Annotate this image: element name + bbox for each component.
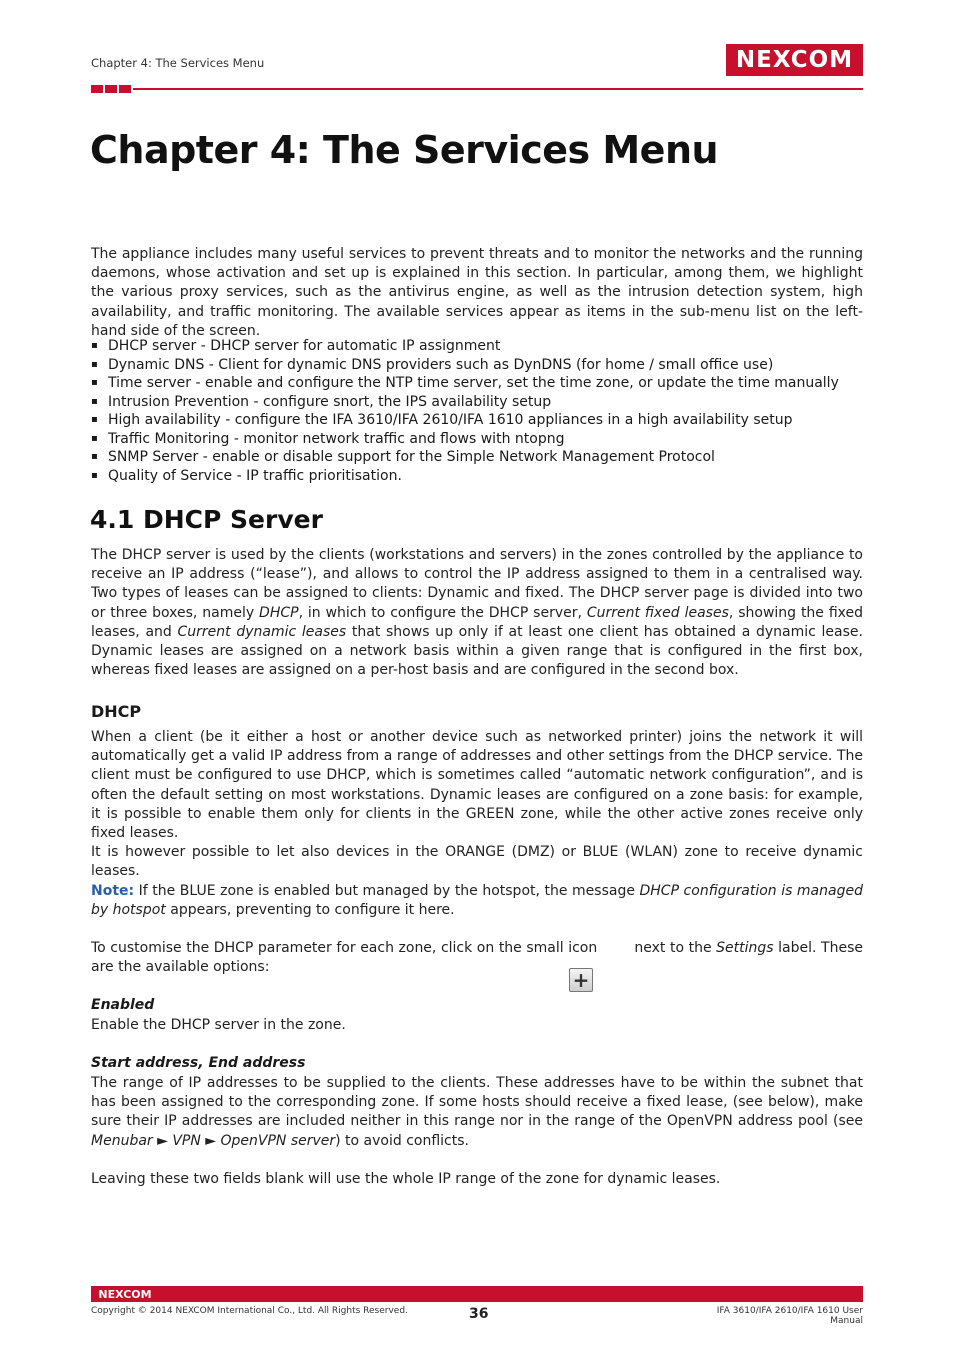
option-desc-enabled: Enable the DHCP server in the zone. bbox=[91, 1017, 346, 1033]
page-number: 36 bbox=[469, 1306, 489, 1322]
list-item: ▪ Traffic Monitoring - monitor network traffic and flows with ntopng bbox=[91, 430, 839, 449]
footer-bar bbox=[91, 1286, 863, 1302]
dhcp-paragraph: When a client (be it either a host or another device such as networked printer) joins the network it will automatically get a valid IP address from a range of addresses and other settings from the DHCP service. The client must be configured to use DHCP, which is sometimes called “automatic network configuration”, and is often the default setting on most workstations. Dynamic leases are configured on a zone basis: for example, it is possible to enable them only for clients in the GREEN zone, while the other active zones receive only fixed leases. bbox=[91, 729, 863, 842]
services-list bbox=[91, 337, 839, 485]
copyright-text: Copyright © 2014 NEXCOM International Co., Ltd. All Rights Reserved. bbox=[91, 1306, 408, 1316]
option-term-range: Start address, End address bbox=[91, 1055, 306, 1071]
header-accent-block bbox=[119, 85, 131, 93]
blank-fields-paragraph: Leaving these two fields blank will use the whole IP range of the zone for dynamic leases. bbox=[91, 1171, 721, 1187]
option-desc-range: The range of IP addresses to be supplied to the clients. These addresses have to be within the subnet that has been assigned to the corresponding zone. If some hosts should receive a fixed lease, (see below), make sure their IP addresses are included neither in this range nor in the range of the OpenVPN address pool (see Menubar ► VPN ► OpenVPN server) to avoid conflicts. bbox=[91, 1075, 863, 1149]
section-title: 4.1 DHCP Server bbox=[90, 505, 323, 534]
nexcom-footer-logo-text: NEXCOM bbox=[98, 1287, 152, 1301]
list-item: ▪ High availability - configure the IFA 3610/IFA 2610/IFA 1610 appliances in a high availability setup bbox=[91, 411, 839, 430]
footer-accent-block bbox=[843, 1286, 852, 1293]
list-item: ▪ Time server - enable and configure the NTP time server, set the time zone, or update the time manually bbox=[91, 374, 839, 393]
plus-icon[interactable]: + bbox=[569, 968, 593, 992]
section-paragraph: The DHCP server is used by the clients (workstations and servers) in the zones controlled by the appliance to receive an IP address (“lease”), and allows to control the IP address assigned to them in a centralised way. Two types of leases can be assigned to clients: Dynamic and fixed. The DHCP server page is divided into two or three boxes, namely DHCP, in which to configure the DHCP server, Current fixed leases, showing the fixed leases, and Current dynamic leases that shows up only if at least one client has obtained a dynamic lease. Dynamic leases are assigned on a network basis within a given range that is configured in the first box, whereas fixed leases are assigned on a per-host basis and are configured in the second box. bbox=[91, 547, 863, 679]
list-item: ▪ SNMP Server - enable or disable support for the Simple Network Management Protocol bbox=[91, 448, 839, 467]
header-accent-block bbox=[91, 85, 103, 93]
list-item: ▪ Quality of Service - IP traffic prioritisation. bbox=[91, 467, 839, 486]
customise-paragraph: To customise the DHCP parameter for each zone, click on the small icon next to the Settings label. These are the available options: bbox=[91, 940, 863, 976]
footer-accent-block bbox=[854, 1294, 863, 1302]
manual-title: IFA 3610/IFA 2610/IFA 1610 User Manual bbox=[716, 1306, 863, 1326]
note-paragraph: Note: If the BLUE zone is enabled but managed by the hotspot, the message DHCP configuration is managed by hotspot appears, preventing to configure it here. bbox=[91, 883, 863, 919]
running-header: Chapter 4: The Services Menu bbox=[91, 56, 265, 70]
list-item: ▪ Intrusion Prevention - configure snort, the IPS availability setup bbox=[91, 393, 839, 412]
chapter-title: Chapter 4: The Services Menu bbox=[90, 128, 719, 172]
note-label: Note: bbox=[91, 883, 135, 899]
list-item: ▪ Dynamic DNS - Client for dynamic DNS providers such as DynDNS (for home / small office use) bbox=[91, 356, 839, 375]
nexcom-logo-text: NEXCOM bbox=[735, 47, 854, 73]
subsection-heading: DHCP bbox=[91, 702, 142, 721]
intro-paragraph: The appliance includes many useful services to prevent threats and to monitor the networks and the running daemons, whose activation and set up is explained in this section. In particular, among them, we highlight the various proxy services, such as the antivirus engine, as well as the intrusion detection system, high availability, and traffic monitoring. The available services appear as items in the sub-menu list on the left-hand side of the screen. bbox=[91, 246, 863, 339]
nexcom-footer-logo bbox=[91, 1286, 159, 1302]
list-item: ▪ DHCP server - DHCP server for automatic IP assignment bbox=[91, 337, 839, 356]
header-rule bbox=[133, 88, 863, 90]
dhcp-zone-paragraph: It is however possible to let also devices in the ORANGE (DMZ) or BLUE (WLAN) zone to receive dynamic leases. bbox=[91, 844, 863, 880]
option-term-enabled: Enabled bbox=[91, 997, 155, 1013]
header-accent-block bbox=[105, 85, 117, 93]
nexcom-logo bbox=[726, 44, 863, 76]
